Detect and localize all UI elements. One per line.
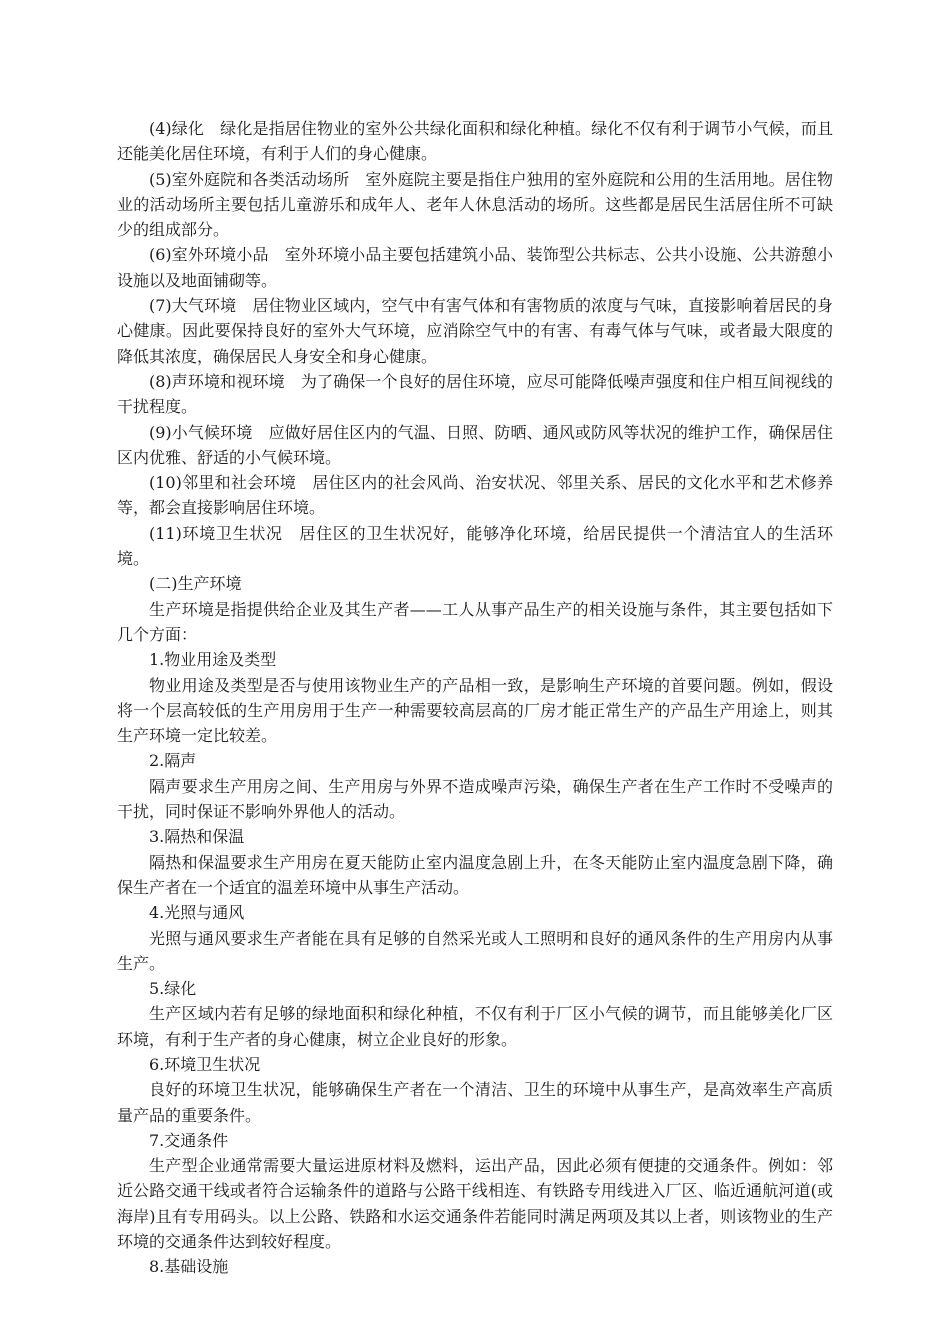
paragraph-sanitation: (11)环境卫生状况 居住区的卫生状况好，能够净化环境，给居民提供一个清洁宜人的生活环境。 xyxy=(117,523,833,569)
subheading-sound-insulation: 2.隔声 xyxy=(149,751,197,771)
paragraph-sound-insulation: 隔声要求生产用房之间、生产用房与外界不造成噪声污染，确保生产者在生产工作时不受噪声的干扰，同时保证不影响外界他人的活动。 xyxy=(117,776,833,822)
paragraph-outdoor-courtyard: (5)室外庭院和各类活动场所 室外庭院主要是指住户独用的室外庭院和公用的生活用地。居住物业的活动场所主要包括儿童游乐和成年人、老年人休息活动的场所。这些都是居民生活居住所不可缺少的组成部分。 xyxy=(117,169,833,240)
paragraph-air-environment: (7)大气环境 居住物业区域内，空气中有害气体和有害物质的浓度与气味，直接影响着居民的身心健康。因此要保持良好的室外大气环境，应消除空气中的有害、有毒气体与气味，或者最大限度的降低其浓度，确保居民人身安全和身心健康。 xyxy=(117,296,833,366)
subheading-sanitation: 6.环境卫生状况 xyxy=(149,1054,261,1074)
paragraph-microclimate: (9)小气候环境 应做好居住区内的气温、日照、防晒、通风或防风等状况的维护工作，确保居住区内优雅、舒适的小气候环境。 xyxy=(117,422,833,467)
paragraph-neighborhood: (10)邻里和社会环境 居住区内的社会风尚、治安状况、邻里关系、居民的文化水平和艺术修养等，都会直接影响居住环境。 xyxy=(117,473,833,518)
paragraph-factory-greening: 生产区域内若有足够的绿地面积和绿化种植，不仅有利于厂区小气候的调节，而且能够美化厂区环境，有利于生产者的身心健康，树立企业良好的形象。 xyxy=(117,1004,833,1049)
paragraph-thermal: 隔热和保温要求生产用房在夏天能防止室内温度急剧上升，在冬天能防止室内温度急剧下降，确保生产者在一个适宜的温差环境中从事生产活动。 xyxy=(117,852,833,897)
subheading-thermal: 3.隔热和保温 xyxy=(149,827,245,847)
subheading-transport: 7.交通条件 xyxy=(149,1130,229,1150)
paragraph-transport: 生产型企业通常需要大量运进原材料及燃料，运出产品，因此必须有便捷的交通条件。例如：邻近公路交通干线或者符合运输条件的道路与公路干线相连、有铁路专用线进入厂区、临近通航河道(或海岸)且有专用码头。以上公路、铁路和水运交通条件若能同时满足两项及其以上者，则该物业的生产环境的交通条件达到较好程度。 xyxy=(117,1156,833,1252)
paragraph-greening: (4)绿化 绿化是指居住物业的室外公共绿化面积和绿化种植。绿化不仅有利于调节小气候，而且还能美化居住环境，有利于人们的身心健康。 xyxy=(117,119,833,164)
subheading-infrastructure: 8.基础设施 xyxy=(149,1257,229,1277)
paragraph-production-intro: 生产环境是指提供给企业及其生产者——工人从事产品生产的相关设施与条件，其主要包括如下几个方面： xyxy=(117,599,833,644)
paragraph-outdoor-features: (6)室外环境小品 室外环境小品主要包括建筑小品、装饰型公共标志、公共小设施、公共游憩小设施以及地面铺砌等。 xyxy=(117,245,833,290)
paragraph-use-type: 物业用途及类型是否与使用该物业生产的产品相一致，是影响生产环境的首要问题。例如，假设将一个层高较低的生产用房用于生产一种需要较高层高的厂房才能正常生产的产品生产用途上，则其生产环境一定比较差。 xyxy=(117,675,833,746)
subheading-light-ventilation: 4.光照与通风 xyxy=(149,903,245,923)
section-heading-production: (二)生产环境 xyxy=(149,574,242,594)
subheading-use-type: 1.物业用途及类型 xyxy=(149,650,277,670)
paragraph-factory-sanitation: 良好的环境卫生状况，能够确保生产者在一个清洁、卫生的环境中从事生产，是高效率生产高质量产品的重要条件。 xyxy=(117,1080,833,1125)
subheading-greening: 5.绿化 xyxy=(149,979,197,999)
paragraph-sound-visual: (8)声环境和视环境 为了确保一个良好的居住环境，应尽可能降低噪声强度和住户相互间视线的干扰程度。 xyxy=(117,371,833,417)
paragraph-light-ventilation: 光照与通风要求生产者能在具有足够的自然采光或人工照明和良好的通风条件的生产用房内从事生产。 xyxy=(117,928,833,973)
